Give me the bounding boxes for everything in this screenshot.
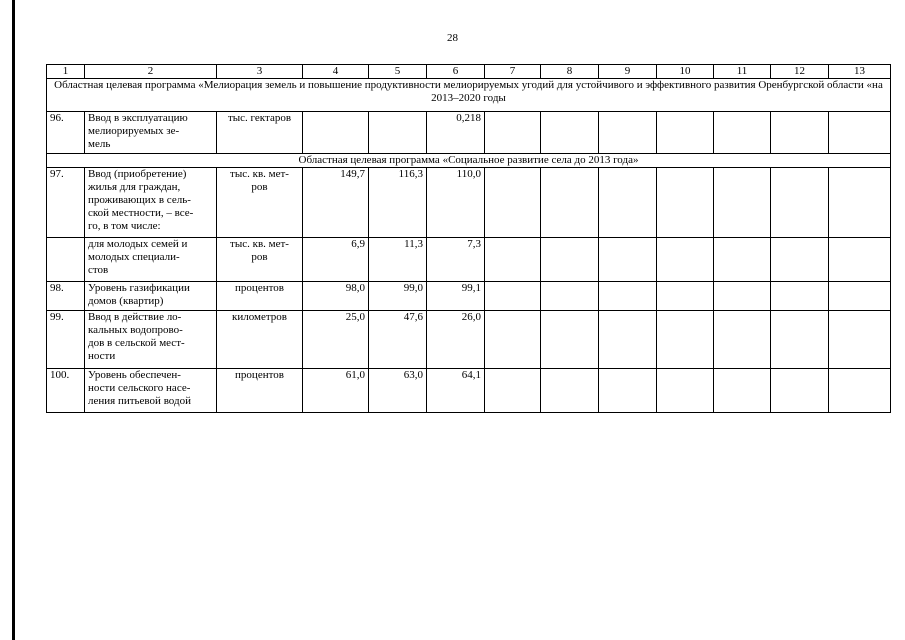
row-number: 98. [47,282,85,311]
empty-cell [771,238,829,282]
empty-cell [829,282,891,311]
row-number: 100. [47,369,85,413]
indicator-name: для молодых семей и молодых специали- стов [85,238,217,282]
value-col-6: 110,0 [427,168,485,238]
empty-cell [714,168,771,238]
indicator-name: Ввод в действие ло- кальных водопрово- дов в сельской мест- ности [85,311,217,369]
column-header: 2 [85,65,217,79]
empty-cell [541,112,599,154]
unit-of-measure: тыс. кв. мет- ров [217,238,303,282]
empty-cell [599,238,657,282]
empty-cell [599,282,657,311]
value-col-4 [303,112,369,154]
empty-cell [771,112,829,154]
column-header: 4 [303,65,369,79]
column-header: 10 [657,65,714,79]
value-col-4: 98,0 [303,282,369,311]
empty-cell [829,311,891,369]
column-header: 7 [485,65,541,79]
value-col-5: 63,0 [369,369,427,413]
row-number: 96. [47,112,85,154]
value-col-6: 64,1 [427,369,485,413]
empty-cell [714,311,771,369]
unit-of-measure: процентов [217,282,303,311]
column-header: 12 [771,65,829,79]
section-title-row [47,154,891,168]
column-header: 11 [714,65,771,79]
empty-cell [485,112,541,154]
value-col-5: 116,3 [369,168,427,238]
empty-cell [657,369,714,413]
column-header: 5 [369,65,427,79]
empty-cell [485,282,541,311]
indicator-name: Уровень газификации домов (квартир) [85,282,217,311]
unit-of-measure: километров [217,311,303,369]
empty-cell [829,112,891,154]
empty-cell [599,369,657,413]
value-col-6: 26,0 [427,311,485,369]
empty-cell [541,369,599,413]
value-col-6: 0,218 [427,112,485,154]
table-row [47,311,891,369]
value-col-5 [369,112,427,154]
empty-cell [714,238,771,282]
column-header: 3 [217,65,303,79]
empty-cell [657,282,714,311]
value-col-4: 6,9 [303,238,369,282]
empty-cell [541,282,599,311]
value-col-6: 7,3 [427,238,485,282]
column-header: 8 [541,65,599,79]
indicator-name: Ввод (приобретение) жилья для граждан, проживающих в сель- ской местности, – все- го, в том числе: [85,168,217,238]
row-number [47,238,85,282]
indicators-table [46,64,891,413]
empty-cell [771,369,829,413]
empty-cell [541,311,599,369]
unit-of-measure: тыс. гектаров [217,112,303,154]
empty-cell [771,311,829,369]
indicator-name: Ввод в эксплуатацию мелиорируемых зе- мель [85,112,217,154]
column-header: 9 [599,65,657,79]
value-col-5: 99,0 [369,282,427,311]
indicator-name: Уровень обеспечен- ности сельского насе- ления питьевой водой [85,369,217,413]
empty-cell [485,369,541,413]
value-col-6: 99,1 [427,282,485,311]
empty-cell [541,168,599,238]
table-row [47,369,891,413]
section-title: Областная целевая программа «Мелиорация земель и повышение продуктивности мелиорируемых угодий для устойчивого и эффективного развития Оренбургской области «на 2013–2020 годы [47,79,891,112]
empty-cell [485,168,541,238]
section-title: Областная целевая программа «Социальное развитие села до 2013 года» [47,154,891,168]
value-col-5: 47,6 [369,311,427,369]
empty-cell [714,282,771,311]
empty-cell [714,112,771,154]
row-number: 97. [47,168,85,238]
section-title-row [47,79,891,112]
page-number: 28 [447,32,458,44]
table-row [47,112,891,154]
empty-cell [599,311,657,369]
empty-cell [599,168,657,238]
empty-cell [657,168,714,238]
value-col-4: 61,0 [303,369,369,413]
empty-cell [714,369,771,413]
empty-cell [829,369,891,413]
empty-cell [829,238,891,282]
empty-cell [657,238,714,282]
empty-cell [829,168,891,238]
empty-cell [771,168,829,238]
value-col-4: 149,7 [303,168,369,238]
table-row [47,168,891,238]
empty-cell [541,238,599,282]
unit-of-measure: процентов [217,369,303,413]
empty-cell [771,282,829,311]
empty-cell [485,238,541,282]
empty-cell [599,112,657,154]
column-header: 6 [427,65,485,79]
row-number: 99. [47,311,85,369]
empty-cell [657,311,714,369]
column-header: 13 [829,65,891,79]
column-number-row [47,65,891,79]
table-row [47,238,891,282]
column-header: 1 [47,65,85,79]
table-row [47,282,891,311]
unit-of-measure: тыс. кв. мет- ров [217,168,303,238]
empty-cell [485,311,541,369]
value-col-5: 11,3 [369,238,427,282]
binding-edge-line [12,0,15,640]
value-col-4: 25,0 [303,311,369,369]
empty-cell [657,112,714,154]
